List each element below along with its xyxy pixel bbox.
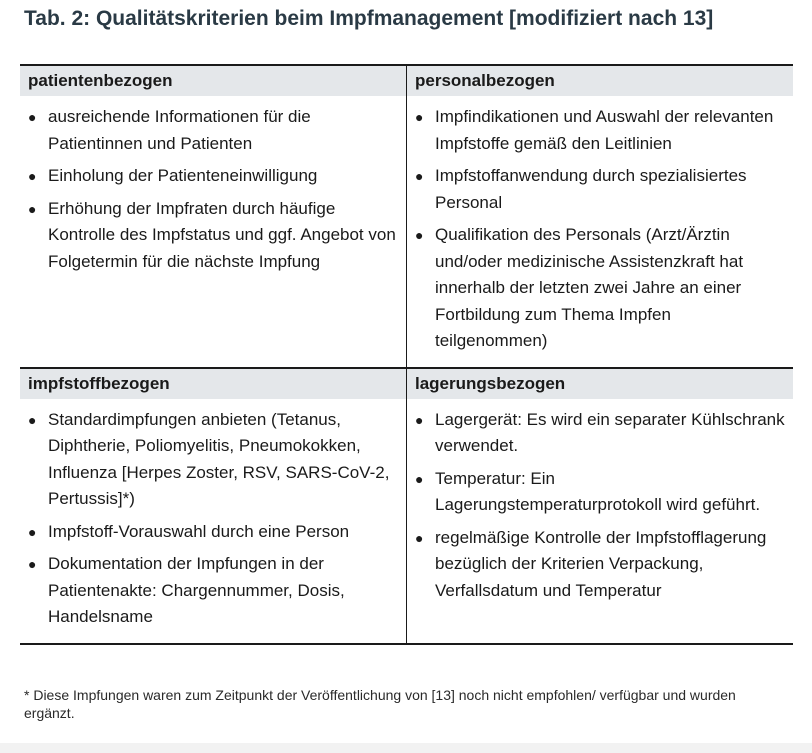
content-row: [20, 96, 793, 368]
section-heading-patientenbezogen: patientenbezogen: [20, 65, 407, 96]
section-cell-personalbezogen: [407, 96, 794, 368]
content-row: [20, 399, 793, 644]
list-item: ● Dokumentation der Impfungen in der Patientenakte: Chargennummer, Dosis, Handelsname: [28, 551, 398, 631]
list-item: ● ausreichende Informationen für die Patientinnen und Patienten: [28, 104, 398, 157]
list-item: ● Impfstoff-Vorauswahl durch eine Person: [28, 519, 398, 546]
list-item: ● Lagergerät: Es wird ein separater Kühlschrank verwendet.: [415, 407, 785, 460]
list-item: ● Qualifikation des Personals (Arzt/Ärztin und/oder medizinische Assistenzkraft hat innerhalb der letzten zwei Jahre an einer Fortbildung zum Thema Impfen teilgenommen): [415, 222, 785, 355]
list-item: ● Impfstoffanwendung durch spezialisiertes Personal: [415, 163, 785, 216]
list-item: ● Einholung der Patienteneinwilligung: [28, 163, 398, 190]
section-cell-lagerungsbezogen: [407, 399, 794, 644]
list-item: ● Standardimpfungen anbieten (Tetanus, Diphtherie, Poliomyelitis, Pneumokokken, Influenza [Herpes Zoster, RSV, SARS-CoV-2, Pertussis]*): [28, 407, 398, 513]
list-item: ● Temperatur: Ein Lagerungstemperaturprotokoll wird geführt.: [415, 466, 785, 519]
footnote: * Diese Impfungen waren zum Zeitpunkt der Veröffentlichung von [13] noch nicht empfohlen/ verfügbar und wurden ergänzt.: [24, 687, 736, 721]
section-cell-impfstoffbezogen: [20, 399, 407, 644]
section-heading-lagerungsbezogen: lagerungsbezogen: [407, 368, 794, 399]
criteria-table: [20, 64, 793, 645]
list-item: ● Erhöhung der Impfraten durch häufige Kontrolle des Impfstatus und ggf. Angebot von Folgetermin für die nächste Impfung: [28, 196, 398, 276]
list-item: ● Impfindikationen und Auswahl der relevanten Impfstoffe gemäß den Leitlinien: [415, 104, 785, 157]
header-row: [20, 65, 793, 96]
header-row: [20, 368, 793, 399]
page-bottom-band: [0, 743, 812, 753]
section-heading-personalbezogen: personalbezogen: [407, 65, 794, 96]
list-item: ● regelmäßige Kontrolle der Impfstofflagerung bezüglich der Kriterien Verpackung, Verfallsdatum und Temperatur: [415, 525, 785, 605]
section-cell-patientenbezogen: [20, 96, 407, 368]
table-title: Tab. 2: Qualitätskriterien beim Impfmanagement [modifiziert nach 13]: [24, 7, 714, 30]
section-heading-impfstoffbezogen: impfstoffbezogen: [20, 368, 407, 399]
